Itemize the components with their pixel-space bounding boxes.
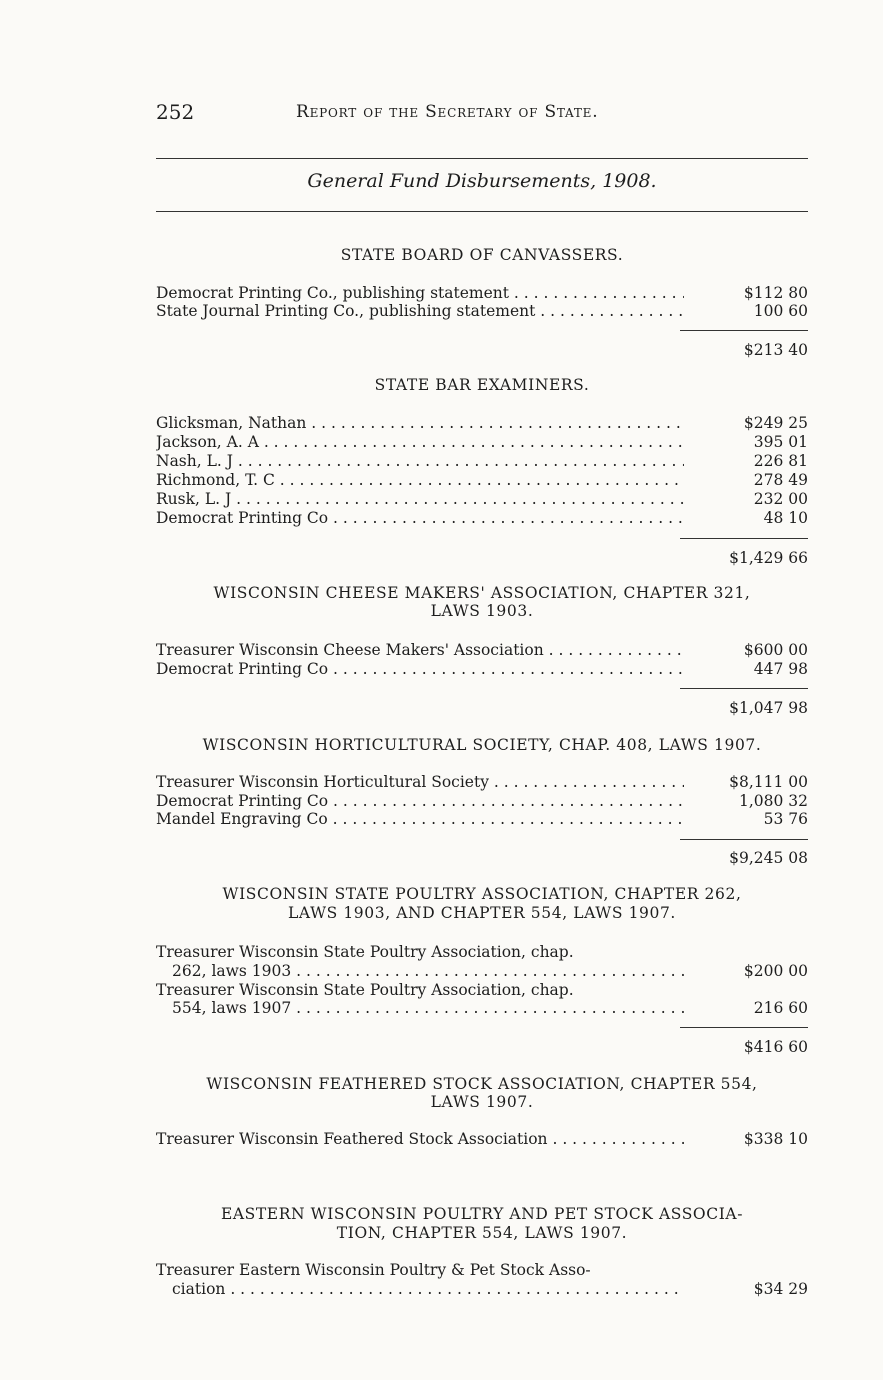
entry-amount: 278 49	[753, 471, 808, 489]
section-title-continued: LAWS 1903, AND CHAPTER 554, LAWS 1907.	[288, 904, 676, 922]
entry-amount: $338 10	[743, 1130, 808, 1148]
section-total: $1,429 66	[729, 549, 808, 567]
entry-row	[156, 471, 808, 490]
entry-amount: 53 76	[763, 810, 808, 828]
entry-label: Rusk, L. J . . .	[156, 490, 684, 509]
entry-label: Nash, L. J . . .	[156, 452, 684, 471]
section-title: WISCONSIN FEATHERED STOCK ASSOCIATION, CHAPTER 554,	[206, 1075, 758, 1093]
entry-row	[156, 1261, 808, 1280]
entry-amount: 100 60	[753, 302, 808, 320]
entry-label: Jackson, A. A . . .	[156, 433, 684, 452]
entry-row	[156, 414, 808, 433]
entry-label: Treasurer Wisconsin Horticultural Society . . .	[156, 773, 684, 792]
entry-amount: $112 80	[743, 284, 808, 302]
section-title: STATE BAR EXAMINERS.	[374, 376, 590, 394]
entry-amount: $249 25	[743, 414, 808, 432]
section-title: WISCONSIN CHEESE MAKERS' ASSOCIATION, CHAPTER 321,	[213, 584, 751, 602]
entry-row	[156, 452, 808, 471]
entry-amount: 216 60	[753, 999, 808, 1017]
section-total: $1,047 98	[729, 699, 808, 717]
section-total: $213 40	[743, 341, 808, 359]
entry-amount: $8,111 00	[729, 773, 808, 791]
entry-row	[156, 641, 808, 660]
page-header	[156, 100, 808, 130]
sum-line	[680, 1027, 808, 1028]
entry-row	[156, 981, 808, 1000]
section-title-continued: TION, CHAPTER 554, LAWS 1907.	[336, 1224, 628, 1242]
entry-label: Treasurer Eastern Wisconsin Poultry & Pet Stock Asso-	[156, 1261, 591, 1279]
entry-amount: 395 01	[753, 433, 808, 451]
section-title: WISCONSIN STATE POULTRY ASSOCIATION, CHAPTER 262,	[222, 885, 742, 903]
entry-row	[156, 1280, 808, 1299]
entry-row	[156, 810, 808, 829]
section-title-continued: LAWS 1903.	[430, 602, 534, 620]
sum-line	[680, 330, 808, 331]
section-title: STATE BOARD OF CANVASSERS.	[340, 246, 624, 264]
entry-row	[156, 792, 808, 811]
entry-label: Richmond, T. C . . .	[156, 471, 684, 490]
entry-label: Glicksman, Nathan . . .	[156, 414, 684, 433]
sum-line	[680, 688, 808, 689]
entry-row	[156, 773, 808, 792]
entry-row	[156, 1130, 808, 1149]
entry-row	[156, 660, 808, 679]
entry-label: Treasurer Wisconsin State Poultry Association, chap.	[156, 943, 574, 961]
bottom-rule	[156, 211, 808, 212]
entry-amount: 447 98	[753, 660, 808, 678]
section-title-continued: LAWS 1907.	[430, 1093, 534, 1111]
section-title: WISCONSIN HORTICULTURAL SOCIETY, CHAP. 408, LAWS 1907.	[202, 736, 762, 754]
sum-line	[680, 538, 808, 539]
section-title: EASTERN WISCONSIN POULTRY AND PET STOCK ASSOCIA-	[220, 1205, 744, 1223]
entry-label: State Journal Printing Co., publishing statement . . .	[156, 302, 684, 321]
entry-amount: $34 29	[753, 1280, 808, 1298]
entry-row	[156, 509, 808, 528]
entry-label: Democrat Printing Co . . .	[156, 792, 684, 811]
entry-row	[156, 433, 808, 452]
entry-amount: 232 00	[753, 490, 808, 508]
entry-row	[156, 284, 808, 303]
top-rule	[156, 158, 808, 159]
entry-label: Treasurer Wisconsin Cheese Makers' Association . . .	[156, 641, 684, 660]
entry-label-continued: 262, laws 1903 . . .	[172, 962, 684, 981]
section-total: $9,245 08	[729, 849, 808, 867]
entry-amount: 226 81	[753, 452, 808, 470]
subtitle: General Fund Disbursements, 1908.	[307, 170, 657, 192]
entry-row	[156, 302, 808, 321]
running-title: Report of the Secretary of State.	[296, 102, 599, 122]
sum-line	[680, 839, 808, 840]
entry-label-continued: ciation . . .	[172, 1280, 684, 1299]
entry-row	[156, 490, 808, 509]
entry-label: Democrat Printing Co., publishing statement . . .	[156, 284, 684, 303]
entry-amount: 1,080 32	[738, 792, 808, 810]
page-number: 252	[156, 100, 195, 124]
entry-amount: $200 00	[743, 962, 808, 980]
entry-label: Democrat Printing Co . . .	[156, 509, 684, 528]
entry-amount: $600 00	[743, 641, 808, 659]
section-total: $416 60	[743, 1038, 808, 1056]
entry-label: Treasurer Wisconsin State Poultry Association, chap.	[156, 981, 574, 999]
entry-label: Mandel Engraving Co . . .	[156, 810, 684, 829]
entry-label-continued: 554, laws 1907 . . .	[172, 999, 684, 1018]
entry-row	[156, 999, 808, 1018]
entry-label: Democrat Printing Co . . .	[156, 660, 684, 679]
entry-label: Treasurer Wisconsin Feathered Stock Association . . .	[156, 1130, 684, 1149]
entry-row	[156, 962, 808, 981]
entry-amount: 48 10	[763, 509, 808, 527]
entry-row	[156, 943, 808, 962]
